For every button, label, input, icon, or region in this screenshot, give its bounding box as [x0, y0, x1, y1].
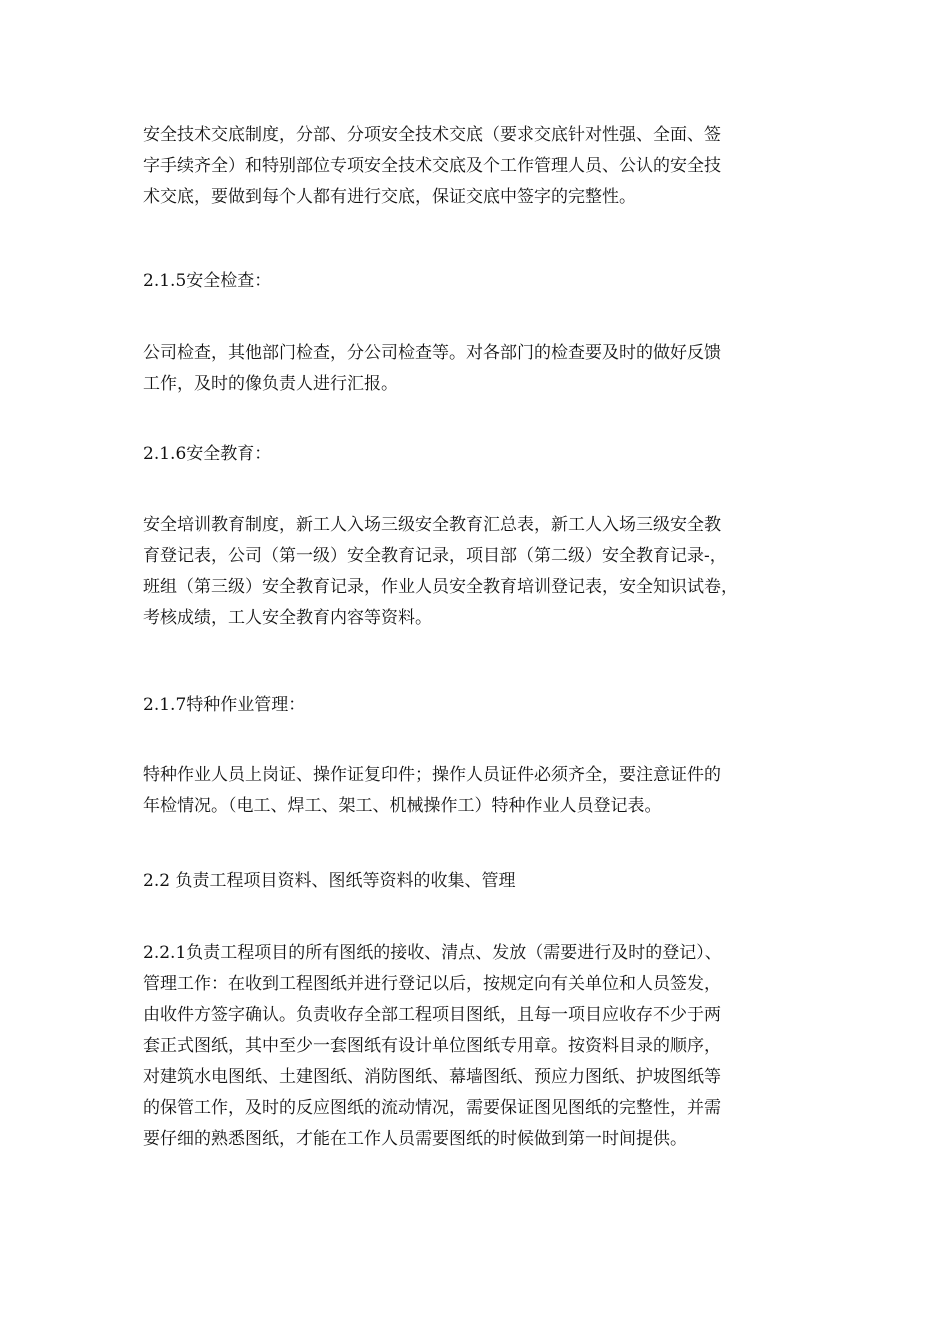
heading-2-1-7 — [143, 690, 823, 721]
heading-2-2 — [143, 866, 823, 897]
heading-2-1-5 — [143, 266, 823, 297]
section-heading: 2.2 负责工程项目资料、图纸等资料的收集、管理 — [143, 871, 516, 891]
text-line: 字手续齐全）和特别部位专项安全技术交底及个工作管理人员、公认的安全技 — [143, 156, 721, 176]
text-line: 术交底，要做到每个人都有进行交底，保证交底中签字的完整性。 — [143, 187, 636, 207]
paragraph-safety-education — [143, 510, 823, 634]
text-line: 年检情况。（电工、焊工、架工、机械操作工）特种作业人员登记表。 — [143, 796, 662, 816]
text-line: 考核成绩，工人安全教育内容等资料。 — [143, 608, 432, 628]
section-heading: 2.1.6安全教育： — [143, 444, 272, 464]
paragraph-drawings-management — [143, 938, 823, 1155]
heading-2-1-6 — [143, 439, 823, 470]
text-line: 要仔细的熟悉图纸，才能在工作人员需要图纸的时候做到第一时间提供。 — [143, 1129, 687, 1149]
paragraph-safety-inspection — [143, 338, 823, 400]
text-line: 由收件方签字确认。负责收存全部工程项目图纸，且每一项目应收存不少于两 — [143, 1005, 721, 1025]
text-line: 班组（第三级）安全教育记录，作业人员安全教育培训登记表，安全知识试卷， — [143, 577, 738, 597]
text-line: 工作，及时的像负责人进行汇报。 — [143, 374, 398, 394]
text-line: 套正式图纸，其中至少一套图纸有设计单位图纸专用章。按资料目录的顺序， — [143, 1036, 721, 1056]
text-line: 对建筑水电图纸、土建图纸、消防图纸、幕墙图纸、预应力图纸、护坡图纸等 — [143, 1067, 721, 1087]
text-line: 安全技术交底制度，分部、分项安全技术交底（要求交底针对性强、全面、签 — [143, 125, 721, 145]
text-line: 育登记表，公司（第一级）安全教育记录，项目部（第二级）安全教育记录-， — [143, 546, 727, 566]
paragraph-special-operations — [143, 760, 823, 822]
text-line: 安全培训教育制度，新工人入场三级安全教育汇总表，新工人入场三级安全教 — [143, 515, 721, 535]
text-line: 的保管工作，及时的反应图纸的流动情况，需要保证图见图纸的完整性，并需 — [143, 1098, 721, 1118]
text-line: 特种作业人员上岗证、操作证复印件；操作人员证件必须齐全，要注意证件的 — [143, 765, 721, 785]
text-line: 2.2.1负责工程项目的所有图纸的接收、清点、发放（需要进行及时的登记）、 — [143, 943, 722, 963]
text-line: 公司检查，其他部门检查，分公司检查等。对各部门的检查要及时的做好反馈 — [143, 343, 721, 363]
section-heading: 2.1.7特种作业管理： — [143, 695, 306, 715]
section-heading: 2.1.5安全检查： — [143, 271, 272, 291]
text-line: 管理工作：在收到工程图纸并进行登记以后，按规定向有关单位和人员签发， — [143, 974, 721, 994]
paragraph-safety-disclosure — [143, 120, 823, 213]
